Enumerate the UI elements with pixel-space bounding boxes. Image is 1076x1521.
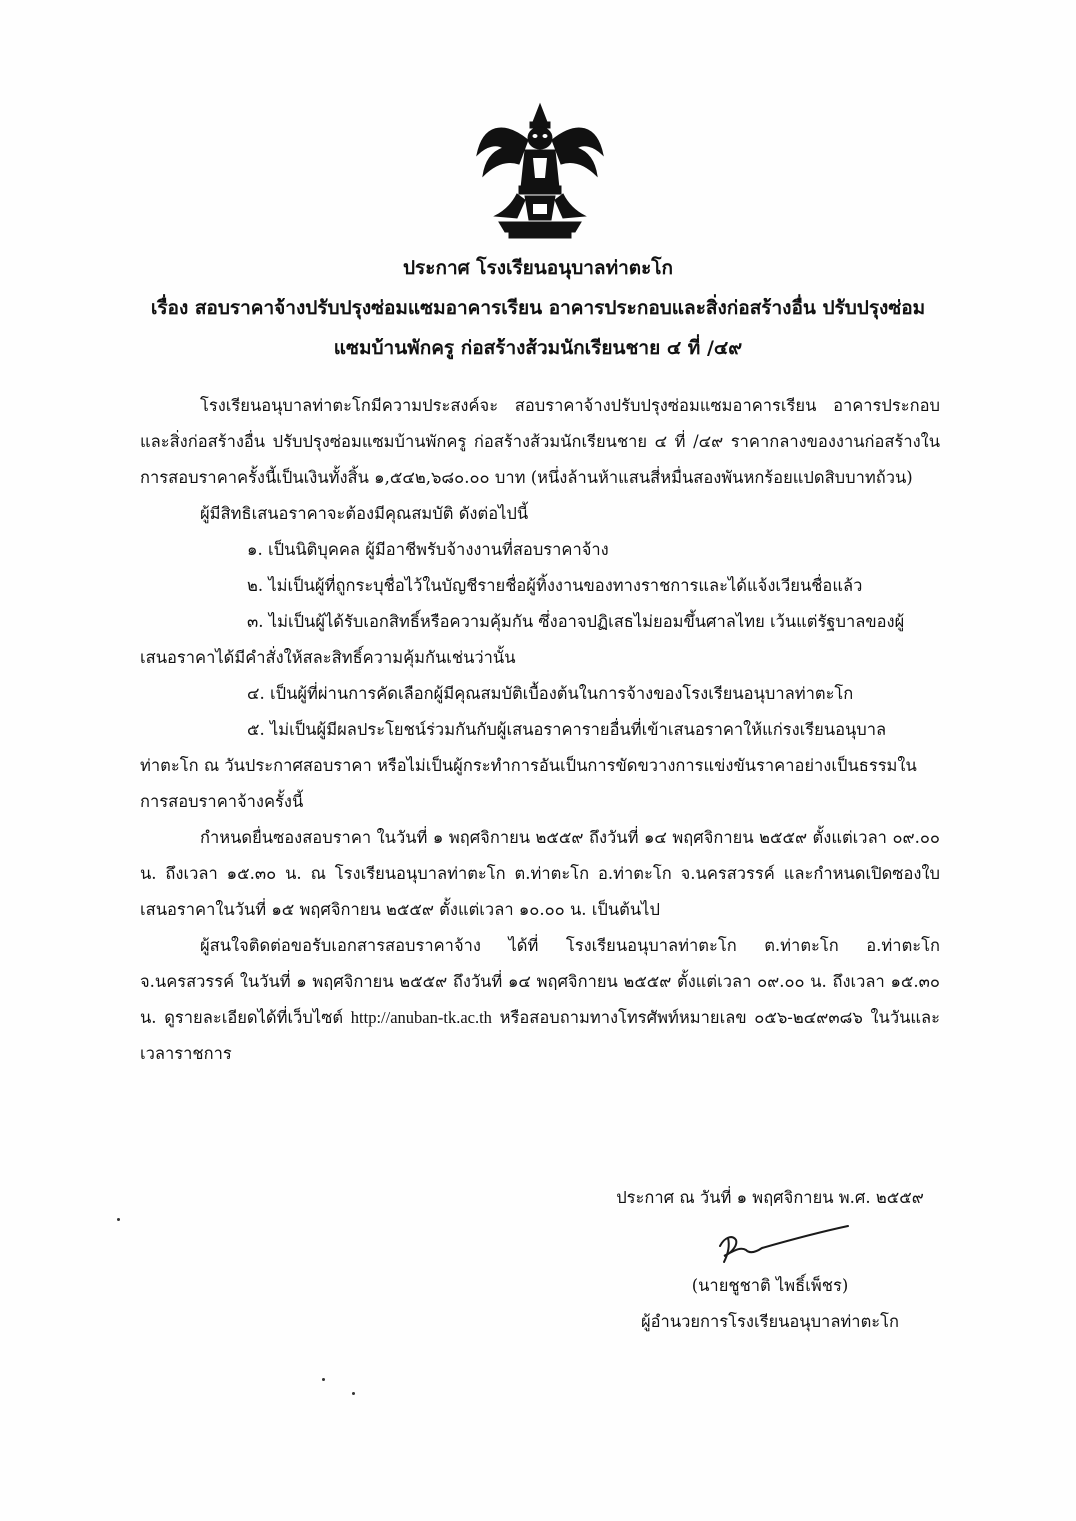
header-line-1: ประกาศ โรงเรียนอนุบาลท่าตะโก <box>402 257 674 279</box>
header-line-2: เรื่อง สอบราคาจ้างปรับปรุงซ่อมแซมอาคารเรียน อาคารประกอบและสิ่งก่อสร้างอื่น ปรับปรุงซ่อม <box>150 297 926 319</box>
announcement-header <box>100 248 976 368</box>
qualification-item: ๑. เป็นนิติบุคคล ผู้มีอาชีพรับจ้างงานที่สอบราคาจ้าง <box>247 540 609 559</box>
qualification-item: ๓. ไม่เป็นผู้ได้รับเอกสิทธิ์หรือความคุ้มกัน ซึ่งอาจปฏิเสธไม่ยอมขึ้นศาลไทย เว้นแต่รัฐบาลของผู้เสนอราคาได้มีคำสั่งให้สละสิทธิ์ความคุ้มกันเช่นว่านั้น <box>140 612 905 667</box>
qualifications-intro: ผู้มีสิทธิเสนอราคาจะต้องมีคุณสมบัติ ดังต่อไปนี้ <box>200 504 529 523</box>
handwritten-signature-icon <box>680 1216 860 1268</box>
signature-block <box>560 1180 980 1340</box>
scan-speck <box>117 1218 120 1221</box>
announcement-date: ประกาศ ณ วันที่ ๑ พฤศจิกายน พ.ศ. ๒๕๕๙ <box>616 1188 924 1207</box>
contact-paragraph <box>140 928 940 1072</box>
garuda-emblem-icon <box>473 100 607 240</box>
signatory-title: ผู้อำนวยการโรงเรียนอนุบาลท่าตะโก <box>640 1312 899 1331</box>
website-link[interactable]: http://anuban-tk.ac.th <box>350 1008 492 1027</box>
scan-speck <box>352 1392 355 1395</box>
announcement-body <box>140 388 940 1072</box>
scan-speck <box>322 1378 325 1381</box>
signatory-name: (นายชูชาติ ไพธิ์เพ็ชร) <box>691 1276 849 1295</box>
qualification-item: ๒. ไม่เป็นผู้ที่ถูกระบุชื่อไว้ในบัญชีรายชื่อผู้ทิ้งงานของทางราชการและได้แจ้งเวียนชื่อแล้ว <box>247 576 863 595</box>
qualification-item: ๔. เป็นผู้ที่ผ่านการคัดเลือกผู้มีคุณสมบัติเบื้องต้นในการจ้างของโรงเรียนอนุบาลท่าตะโก <box>247 684 854 703</box>
contact-text-b: หรือสอบถามทางโทรศัพท์หมายเลข ๐๕๖-๒๔๙๓๘๖ ในวันและเวลาราชการ <box>140 1008 940 1063</box>
schedule-paragraph: กำหนดยื่นซองสอบราคา ในวันที่ ๑ พฤศจิกายน ๒๕๕๙ ถึงวันที่ ๑๔ พฤศจิกายน ๒๕๕๙ ตั้งแต่เวลา ๐๙.๐๐ น. ถึงเวลา ๑๕.๓๐ น. ณ โรงเรียนอนุบาลท่าตะโก ต.ท่าตะโก อ.ท่าตะโก จ.นครสวรรค์ และกำหนดเปิดซองใบเสนอราคาในวันที่ ๑๕ พฤศจิกายน ๒๕๕๙ ตั้งแต่เวลา ๑๐.๐๐ น. เป็นต้นไป <box>140 828 940 919</box>
intro-paragraph: โรงเรียนอนุบาลท่าตะโกมีความประสงค์จะ สอบราคาจ้างปรับปรุงซ่อมแซมอาคารเรียน อาคารประกอบและสิ่งก่อสร้างอื่น ปรับปรุงซ่อมแซมบ้านพักครู ก่อสร้างส้วมนักเรียนชาย ๔ ที่ /๔๙ ราคากลางของงานก่อสร้างในการสอบราคาครั้งนี้เป็นเงินทั้งสิ้น ๑,๕๔๒,๖๘๐.๐๐ บาท (หนึ่งล้านห้าแสนสี่หมื่นสองพันหกร้อยแปดสิบบาทถ้วน) <box>140 396 940 487</box>
qualification-item: ๕. ไม่เป็นผู้มีผลประโยชน์ร่วมกันกับผู้เสนอราคารายอื่นที่เข้าเสนอราคาให้แก่รงเรียนอนุบาลท่าตะโก ณ วันประกาศสอบราคา หรือไม่เป็นผู้กระทำการอันเป็นการขัดขวางการแข่งขันราคาอย่างเป็นธรรมในการสอบราคาจ้างครั้งนี้ <box>140 720 917 811</box>
contact-text-a: ผู้สนใจติดต่อขอรับเอกสารสอบราคาจ้าง ได้ที่ โรงเรียนอนุบาลท่าตะโก ต.ท่าตะโก อ.ท่าตะโก จ.นครสวรรค์ ในวันที่ ๑ พฤศจิกายน ๒๕๕๙ ถึงวันที่ ๑๔ พฤศจิกายน ๒๕๕๙ ตั้งแต่เวลา ๐๙.๐๐ น. ถึงเวลา ๑๕.๓๐ น. ดูรายละเอียดได้ที่เว็บไซต์ <box>140 936 940 1027</box>
header-line-3: แซมบ้านพักครู ก่อสร้างส้วมนักเรียนชาย ๔ ที่ /๔๙ <box>333 337 743 359</box>
